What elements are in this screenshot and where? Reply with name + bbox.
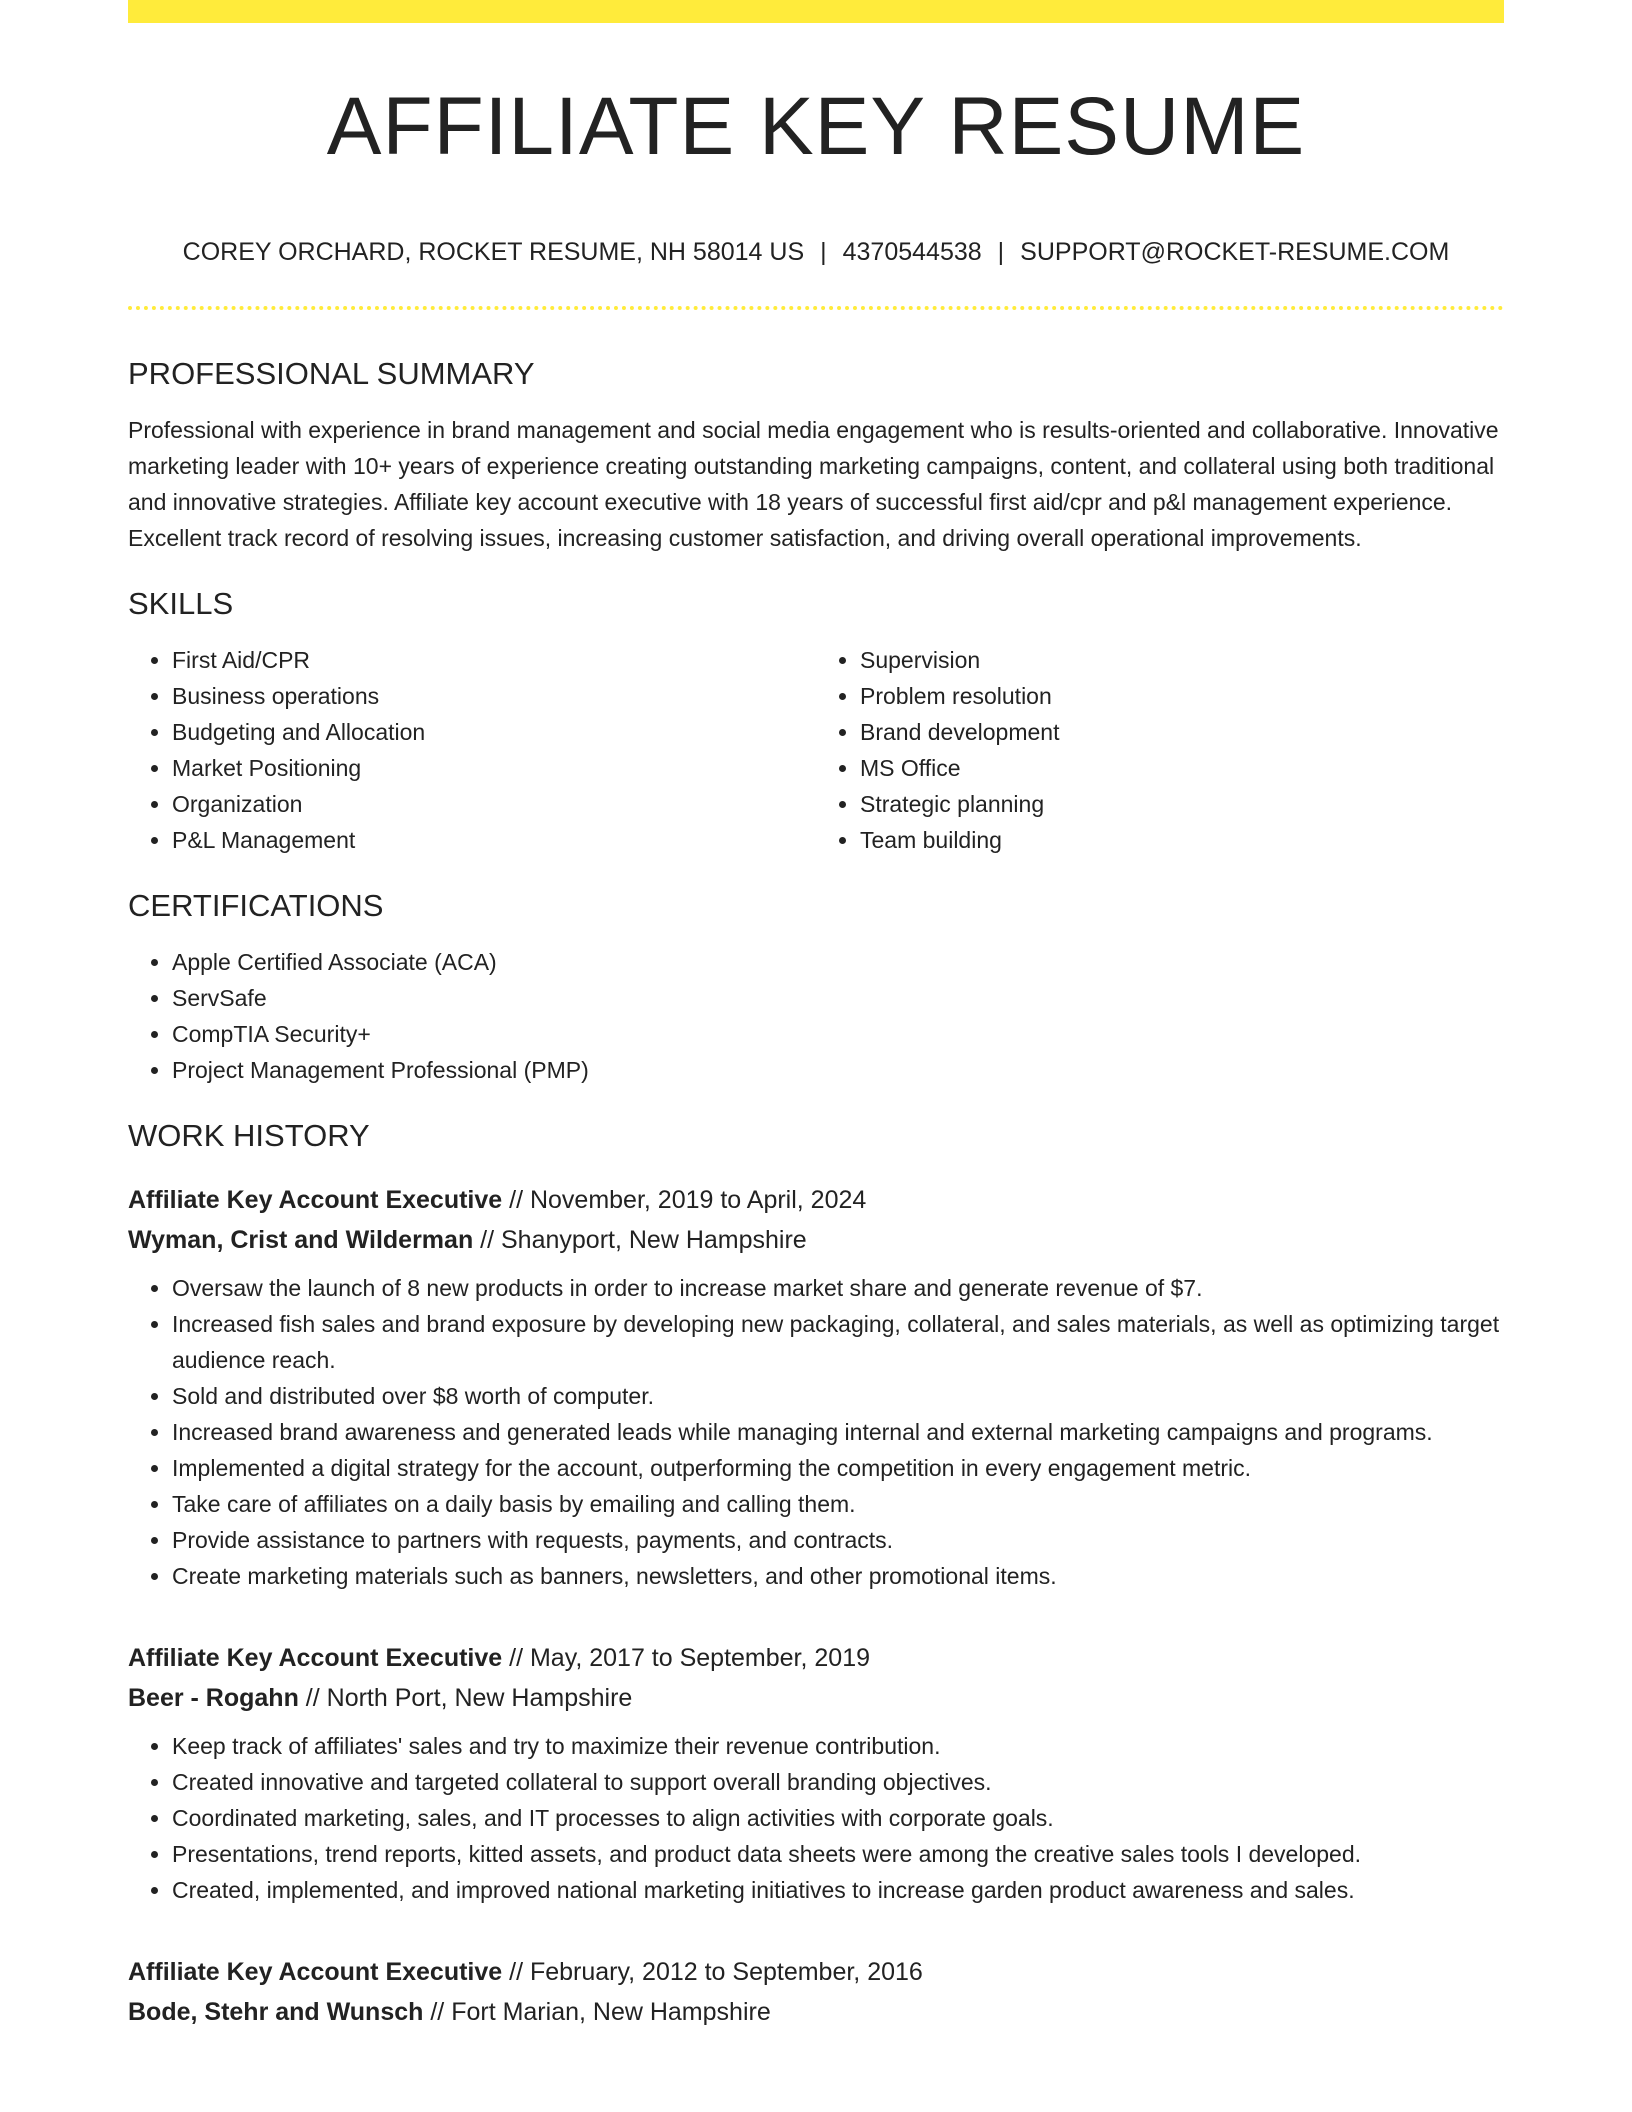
- certifications-section: [128, 884, 1504, 1088]
- job-title: Affiliate Key Account Executive: [128, 1644, 503, 1672]
- skill-item: • Business operations: [172, 678, 816, 714]
- job-bullet: • Increased fish sales and brand exposure by developing new packaging, collateral, and sales materials, as well as optimizing target audience reach.: [172, 1306, 1504, 1378]
- summary-section: [128, 352, 1504, 556]
- contact-address: COREY ORCHARD, ROCKET RESUME, NH 58014 US: [182, 238, 805, 266]
- skill-item: • Brand development: [860, 714, 1504, 750]
- job-location: // Shanyport, New Hampshire: [473, 1226, 807, 1254]
- job-entry: [128, 1180, 1504, 1594]
- job-bullet: • Presentations, trend reports, kitted assets, and product data sheets were among the creative sales tools I developed.: [172, 1836, 1504, 1872]
- skills-list-left: [128, 642, 816, 858]
- job-company: Wyman, Crist and Wilderman: [128, 1226, 474, 1254]
- dotted-divider: [128, 306, 1504, 310]
- certification-item: • CompTIA Security+: [172, 1016, 1504, 1052]
- skill-item: • Organization: [172, 786, 816, 822]
- job-company-line: [128, 1992, 1504, 2032]
- job-location: // Fort Marian, New Hampshire: [423, 1998, 771, 2026]
- job-bullet: • Oversaw the launch of 8 new products in order to increase market share and generate revenue of $7.: [172, 1270, 1504, 1306]
- job-bullet: • Created, implemented, and improved national marketing initiatives to increase garden product awareness and sales.: [172, 1872, 1504, 1908]
- certification-item: • ServSafe: [172, 980, 1504, 1016]
- job-company-line: [128, 1678, 1504, 1718]
- job-bullet: • Increased brand awareness and generated leads while managing internal and external marketing campaigns and programs.: [172, 1414, 1504, 1450]
- job-company-line: [128, 1220, 1504, 1260]
- job-bullet: • Sold and distributed over $8 worth of computer.: [172, 1378, 1504, 1414]
- contact-line: [128, 238, 1504, 267]
- certification-item: • Project Management Professional (PMP): [172, 1052, 1504, 1088]
- job-bullets: [128, 1728, 1504, 1908]
- contact-separator: |: [820, 238, 827, 266]
- skill-item: • Budgeting and Allocation: [172, 714, 816, 750]
- skill-item: • P&L Management: [172, 822, 816, 858]
- job-bullets: [128, 1270, 1504, 1594]
- job-title-line: [128, 1180, 1504, 1220]
- skills-section: [128, 582, 1504, 858]
- job-location: // North Port, New Hampshire: [298, 1684, 633, 1712]
- job-title-line: [128, 1952, 1504, 1992]
- summary-text: Professional with experience in brand management and social media engagement who is results-oriented and collaborative. Innovative marketing leader with 10+ years of experience creating outstanding marketing campaigns, content, and collateral using both traditional and innovative strategies. Affiliate key account executive with 18 years of successful first aid/cpr and p&l management experience. Excellent track record of resolving issues, increasing customer satisfaction, and driving overall operational improvements.: [128, 417, 1499, 551]
- job-company: Beer - Rogahn: [128, 1684, 299, 1712]
- work-history-section: [128, 1114, 1504, 2032]
- job-bullet: • Coordinated marketing, sales, and IT processes to align activities with corporate goals.: [172, 1800, 1504, 1836]
- job-company: Bode, Stehr and Wunsch: [128, 1998, 424, 2026]
- job-dates: // February, 2012 to September, 2016: [502, 1958, 923, 1986]
- job-dates: // November, 2019 to April, 2024: [502, 1186, 867, 1214]
- job-entry: [128, 1952, 1504, 2032]
- contact-separator: |: [997, 238, 1005, 266]
- resume-title: AFFILIATE KEY RESUME: [326, 81, 1306, 172]
- skill-item: • Strategic planning: [860, 786, 1504, 822]
- job-bullet: • Create marketing materials such as banners, newsletters, and other promotional items.: [172, 1558, 1504, 1594]
- contact-phone: 4370544538: [842, 238, 982, 266]
- skill-item: • MS Office: [860, 750, 1504, 786]
- skill-item: • First Aid/CPR: [172, 642, 816, 678]
- skill-item: • Market Positioning: [172, 750, 816, 786]
- job-bullet: • Provide assistance to partners with requests, payments, and contracts.: [172, 1522, 1504, 1558]
- resume-content: [128, 352, 1504, 2032]
- job-title: Affiliate Key Account Executive: [128, 1186, 503, 1214]
- skills-heading: SKILLS: [128, 586, 234, 621]
- skills-list-right: [816, 642, 1504, 858]
- job-bullet: • Keep track of affiliates' sales and try to maximize their revenue contribution.: [172, 1728, 1504, 1764]
- job-bullet: • Take care of affiliates on a daily basis by emailing and calling them.: [172, 1486, 1504, 1522]
- contact-email: SUPPORT@ROCKET-RESUME.COM: [1020, 238, 1450, 266]
- certifications-heading: CERTIFICATIONS: [128, 888, 384, 923]
- job-title-line: [128, 1638, 1504, 1678]
- certifications-list: [128, 944, 1504, 1088]
- skill-item: • Supervision: [860, 642, 1504, 678]
- job-bullet: • Implemented a digital strategy for the account, outperforming the competition in every engagement metric.: [172, 1450, 1504, 1486]
- certification-item: • Apple Certified Associate (ACA): [172, 944, 1504, 980]
- work-history-heading: WORK HISTORY: [128, 1118, 370, 1153]
- job-dates: // May, 2017 to September, 2019: [502, 1644, 871, 1672]
- summary-heading: PROFESSIONAL SUMMARY: [128, 356, 535, 391]
- skill-item: • Team building: [860, 822, 1504, 858]
- skills-columns: [128, 642, 1504, 858]
- skill-item: • Problem resolution: [860, 678, 1504, 714]
- job-title: Affiliate Key Account Executive: [128, 1958, 503, 1986]
- job-entry: [128, 1638, 1504, 1908]
- job-bullet: • Created innovative and targeted collateral to support overall branding objectives.: [172, 1764, 1504, 1800]
- accent-bar: [128, 0, 1504, 23]
